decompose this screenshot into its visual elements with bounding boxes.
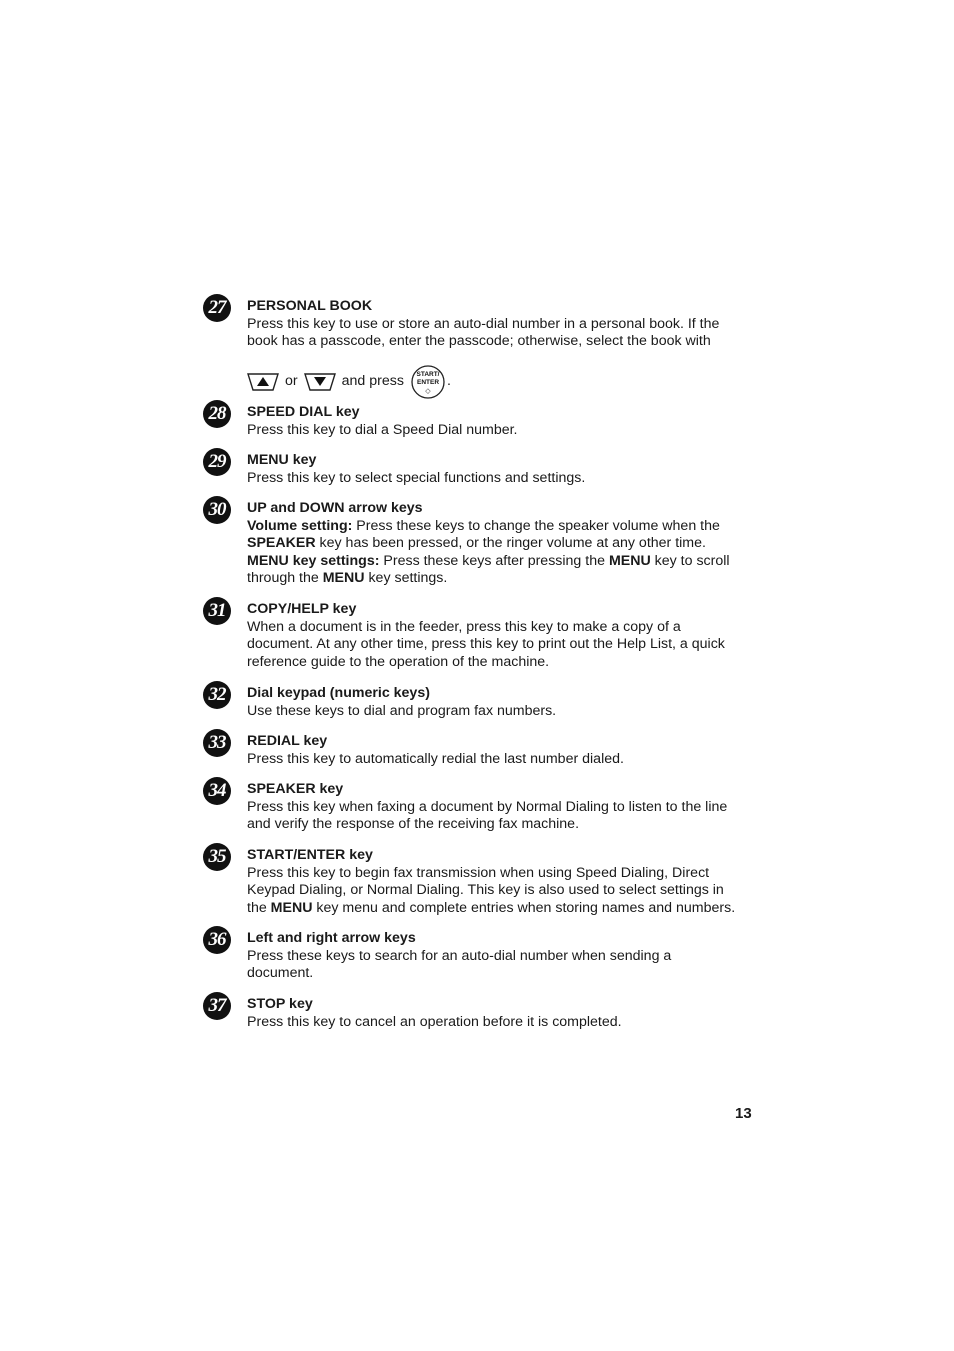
- start-key-label-line2: ENTER: [416, 378, 439, 386]
- item-number-badge: 36: [203, 926, 231, 954]
- entry-32: [203, 685, 763, 720]
- item-number-badge: 31: [203, 597, 231, 625]
- item-number-badge: 37: [203, 992, 231, 1020]
- text-segment: Press these keys after pressing the: [379, 552, 609, 569]
- period-text: .: [446, 372, 451, 389]
- entry-title: Dial keypad (numeric keys): [247, 685, 430, 701]
- description-line: [247, 553, 763, 571]
- entry-35: [203, 847, 763, 917]
- entry-body: [247, 781, 763, 834]
- text-segment: reference guide to the operation of the machine.: [247, 653, 550, 670]
- entry-body: [247, 847, 763, 917]
- entry-body: [247, 685, 763, 720]
- or-text: or: [285, 372, 298, 389]
- text-segment: key menu and complete entries when storing names and numbers.: [312, 899, 736, 916]
- text-segment: Keypad Dialing, or Normal Dialing. This key is also used to select settings in: [247, 882, 724, 899]
- entry-title: SPEAKER key: [247, 781, 344, 797]
- description-line: [247, 422, 763, 440]
- entry-title: PERSONAL BOOK: [247, 298, 373, 314]
- entry-body: [247, 500, 763, 588]
- entry-30: [203, 500, 763, 588]
- text-segment: key settings.: [364, 570, 448, 587]
- item-number-badge: 32: [203, 681, 231, 709]
- item-number-badge: 35: [203, 843, 231, 871]
- page-number: 13: [735, 1105, 752, 1122]
- entry-title: STOP key: [247, 996, 313, 1012]
- entry-31: [203, 601, 763, 671]
- text-segment: the: [247, 899, 271, 916]
- description-line: [247, 535, 763, 553]
- entry-title: REDIAL key: [247, 733, 328, 749]
- text-segment: and verify the response of the receiving fax machine.: [247, 816, 580, 833]
- text-segment: Press this key when faxing a document by Normal Dialing to listen to the line: [247, 798, 728, 815]
- bold-term: MENU: [270, 899, 313, 916]
- text-segment: Press this key to use or store an auto-dial number in a personal book. If the: [247, 315, 720, 332]
- description-line: [247, 518, 763, 536]
- text-segment: document.: [247, 965, 314, 982]
- description-line: [247, 470, 763, 488]
- description-line: [247, 882, 763, 900]
- description-line: [247, 636, 763, 654]
- text-segment: When a document is in the feeder, press this key to make a copy of a: [247, 618, 681, 635]
- text-segment: document. At any other time, press this key to print out the Help List, a quick: [247, 636, 725, 653]
- item-number-badge: 30: [203, 496, 231, 524]
- text-segment: Press these keys to search for an auto-dial number when sending a: [247, 947, 672, 964]
- description-line: [247, 333, 763, 351]
- bold-term: MENU: [608, 552, 651, 569]
- start-key-symbol: ◇: [425, 386, 431, 395]
- entry-body: [247, 298, 763, 399]
- entry-27: [203, 298, 763, 399]
- description-line: [247, 751, 763, 769]
- up-arrow-key-icon: [247, 372, 279, 392]
- entry-body: [247, 601, 763, 671]
- description-line: [247, 654, 763, 672]
- description-line: [247, 799, 763, 817]
- and-press-text: and press: [341, 372, 404, 389]
- bold-term: MENU key settings:: [247, 552, 380, 569]
- item-number-badge: 29: [203, 448, 231, 476]
- description-line: [247, 900, 763, 918]
- description-line: [247, 619, 763, 637]
- text-segment: through the: [247, 570, 323, 587]
- item-number-badge: 27: [203, 294, 231, 322]
- description-line: [247, 948, 763, 966]
- entry-36: [203, 930, 763, 983]
- bold-term: SPEAKER: [247, 535, 316, 552]
- entry-title: MENU key: [247, 452, 317, 468]
- description-line: [247, 316, 763, 334]
- entry-body: [247, 733, 763, 768]
- item-number-badge: 34: [203, 777, 231, 805]
- entry-body: [247, 930, 763, 983]
- entry-33: [203, 733, 763, 768]
- entry-29: [203, 452, 763, 487]
- entry-title: Left and right arrow keys: [247, 930, 416, 946]
- entry-body: [247, 452, 763, 487]
- description-line: [247, 965, 763, 983]
- bold-term: MENU: [322, 570, 365, 587]
- down-arrow-key-icon: [304, 372, 336, 392]
- description-line: [247, 570, 763, 588]
- description-line: [247, 816, 763, 834]
- description-line: [247, 865, 763, 883]
- entry-28: [203, 404, 763, 439]
- text-segment: book has a passcode, enter the passcode; otherwise, select the book with: [247, 333, 711, 350]
- entry-34: [203, 781, 763, 834]
- start-key-label-line1: START/: [416, 370, 440, 378]
- key-sequence-row: [247, 365, 763, 399]
- entry-title: SPEED DIAL key: [247, 404, 360, 420]
- entry-body: [247, 996, 763, 1031]
- text-segment: Use these keys to dial and program fax numbers.: [247, 702, 557, 719]
- text-segment: Press this key to automatically redial the last number dialed.: [247, 750, 624, 767]
- text-segment: key to scroll: [650, 552, 730, 569]
- text-segment: Press this key to cancel an operation before it is completed.: [247, 1013, 622, 1030]
- bold-term: Volume setting:: [247, 517, 353, 534]
- start-enter-key-icon: [410, 365, 446, 399]
- description-line: [247, 1014, 763, 1032]
- entry-title: UP and DOWN arrow keys: [247, 500, 423, 516]
- text-segment: Press this key to dial a Speed Dial number.: [247, 421, 518, 438]
- text-segment: Press this key to select special functions and settings.: [247, 469, 586, 486]
- entry-title: COPY/HELP key: [247, 601, 357, 617]
- entry-title: START/ENTER key: [247, 847, 373, 863]
- entry-37: [203, 996, 763, 1031]
- text-segment: key has been pressed, or the ringer volume at any other time.: [315, 535, 706, 552]
- text-segment: Press this key to begin fax transmission when using Speed Dialing, Direct: [247, 864, 710, 881]
- description-line: [247, 703, 763, 721]
- item-number-badge: 28: [203, 400, 231, 428]
- entry-body: [247, 404, 763, 439]
- item-number-badge: 33: [203, 729, 231, 757]
- text-segment: Press these keys to change the speaker volume when the: [352, 517, 720, 534]
